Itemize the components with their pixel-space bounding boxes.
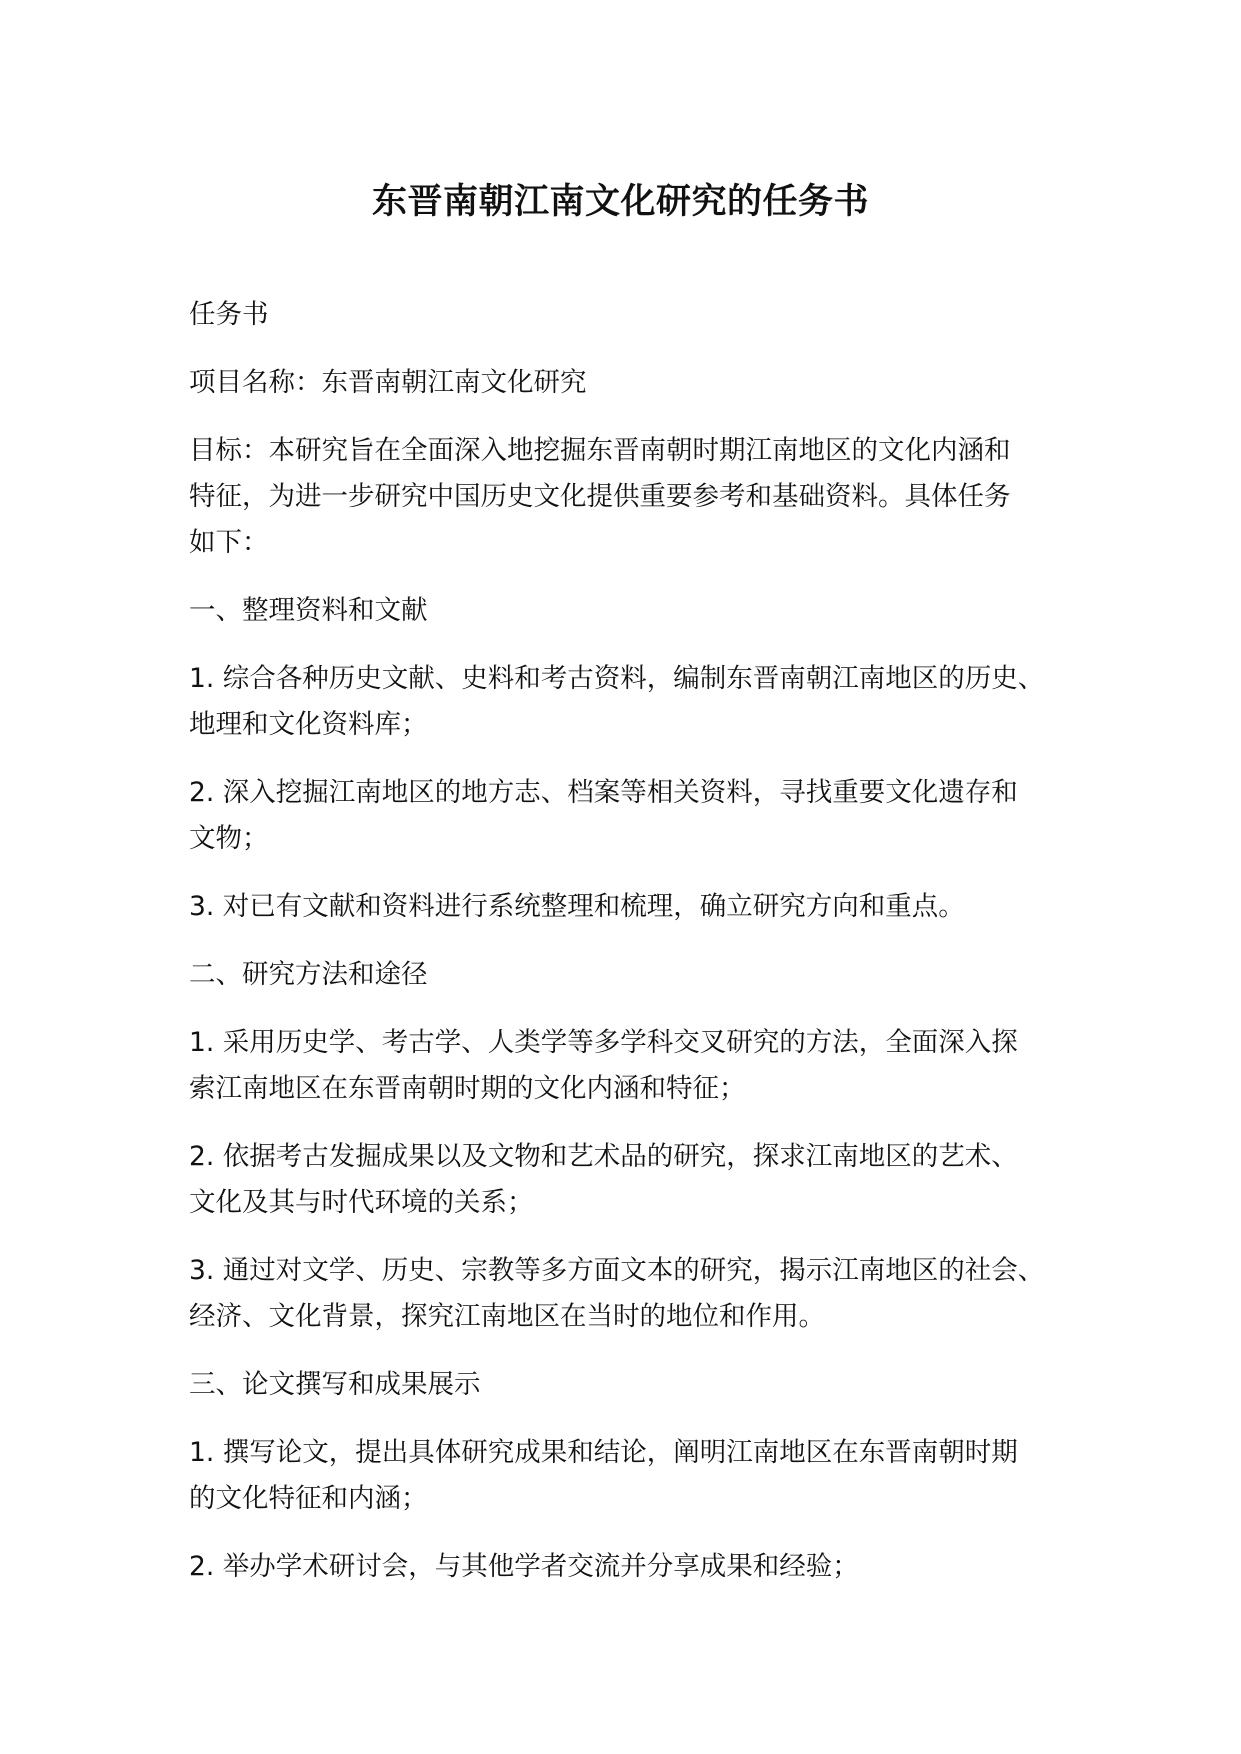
document-body <box>189 292 1069 1612</box>
paragraph-line: 2. 举办学术研讨会，与其他学者交流并分享成果和经验； <box>189 1551 859 1582</box>
list-item <box>189 770 1069 862</box>
paragraph-line: 经济、文化背景，探究江南地区在当时的地位和作用。 <box>189 1301 825 1332</box>
paragraph-line: 项目名称：东晋南朝江南文化研究 <box>189 367 587 398</box>
paragraph-line: 1. 综合各种历史文献、史料和考古资料，编制东晋南朝江南地区的历史、 <box>189 663 1045 694</box>
paragraph-line: 文物； <box>189 823 269 854</box>
paragraph-line: 的文化特征和内涵； <box>189 1483 428 1514</box>
paragraph-objective <box>189 428 1069 566</box>
paragraph-line: 1. 采用历史学、考古学、人类学等多学科交叉研究的方法，全面深入探 <box>189 1027 1018 1058</box>
list-item <box>189 656 1069 748</box>
paragraph-line: 目标：本研究旨在全面深入地挖掘东晋南朝时期江南地区的文化内涵和 <box>189 435 1011 466</box>
section-heading-2 <box>189 952 1069 998</box>
paragraph-line: 索江南地区在东晋南朝时期的文化内涵和特征； <box>189 1073 746 1104</box>
section-heading-3 <box>189 1362 1069 1408</box>
paragraph-line: 3. 对已有文献和资料进行系统整理和梳理，确立研究方向和重点。 <box>189 891 965 922</box>
paragraph-line: 2. 深入挖掘江南地区的地方志、档案等相关资料，寻找重要文化遗存和 <box>189 777 1018 808</box>
list-item <box>189 1544 1069 1590</box>
list-item <box>189 1430 1069 1522</box>
paragraph-line: 地理和文化资料库； <box>189 709 428 740</box>
paragraph-line: 1. 撰写论文，提出具体研究成果和结论，阐明江南地区在东晋南朝时期 <box>189 1437 1018 1468</box>
paragraph-line: 2. 依据考古发掘成果以及文物和艺术品的研究，探求江南地区的艺术、 <box>189 1141 1018 1172</box>
list-item <box>189 1248 1069 1340</box>
paragraph-project-name <box>189 360 1069 406</box>
paragraph-line: 一、整理资料和文献 <box>189 595 428 626</box>
paragraph-line: 三、论文撰写和成果展示 <box>189 1369 481 1400</box>
paragraph-line: 3. 通过对文学、历史、宗教等多方面文本的研究，揭示江南地区的社会、 <box>189 1255 1045 1286</box>
section-heading-1 <box>189 588 1069 634</box>
paragraph-line: 特征，为进一步研究中国历史文化提供重要参考和基础资料。具体任务 <box>189 481 1011 512</box>
document-title: 东晋南朝江南文化研究的任务书 <box>371 182 869 222</box>
paragraph-line: 文化及其与时代环境的关系； <box>189 1187 534 1218</box>
list-item <box>189 1134 1069 1226</box>
list-item <box>189 1020 1069 1112</box>
paragraph-doc-type <box>189 292 1069 338</box>
list-item <box>189 884 1069 930</box>
paragraph-line: 如下： <box>189 527 269 558</box>
paragraph-line: 任务书 <box>189 299 269 330</box>
paragraph-line: 二、研究方法和途径 <box>189 959 428 990</box>
